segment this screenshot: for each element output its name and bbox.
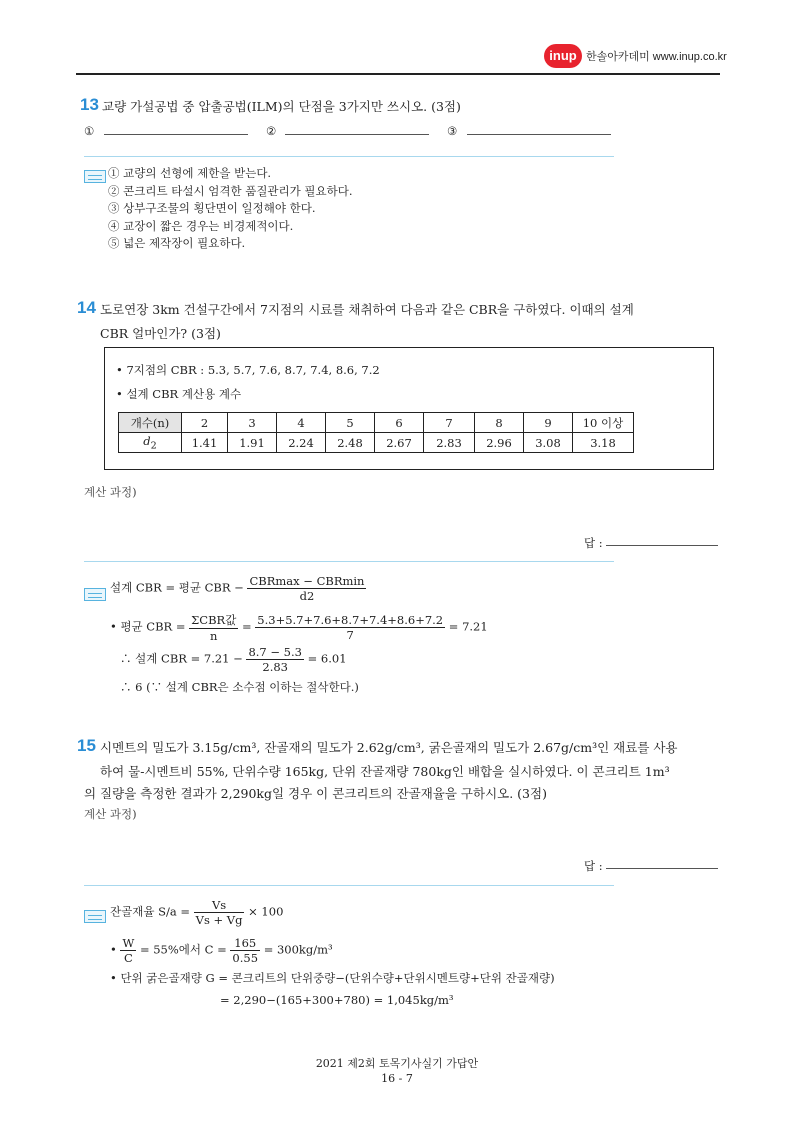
table-cell: 7 xyxy=(424,413,475,433)
q13-answer-3: ③ 상부구조물의 횡단면이 일정해야 한다. xyxy=(108,201,316,215)
q13-blank-3[interactable] xyxy=(467,133,611,135)
footer-title: 2021 제2회 토목기사실기 가답안 xyxy=(315,1057,479,1070)
table-cell: 1.41 xyxy=(182,433,228,453)
q14-sol-line1: 설계 CBR = 평균 CBR − $\frac{\text{CBRmax − CBRmin}}{d2}$ xyxy=(110,574,365,603)
q13-answer-1: ① 교량의 선형에 제한을 받는다. xyxy=(108,166,272,180)
table-cell: 3.08 xyxy=(524,433,573,453)
table-cell: 8 xyxy=(475,413,524,433)
brand-logo: inup xyxy=(544,44,582,68)
q15-answer-field[interactable] xyxy=(606,867,718,869)
q15-text-line2: 하여 물-시멘트비 55%, 단위수량 165kg, 단위 잔골재량 780kg인 배합을 실시하였다. 이 콘크리트 1m³ xyxy=(100,764,670,779)
q13-blank-1-label: ① xyxy=(84,124,95,138)
table-row xyxy=(119,413,634,433)
answer-tag-icon xyxy=(84,588,106,601)
q13-number: 13 xyxy=(80,95,99,114)
q14-text-line2: CBR 얼마인가? (3점) xyxy=(100,326,221,341)
q14-sol-line4: ∴ 6 (∵ 설계 CBR은 소수점 이하는 절삭한다.) xyxy=(120,680,359,694)
brand-text: 한솔아카데미 www.inup.co.kr xyxy=(586,51,727,63)
q14-calc-label: 계산 과정) xyxy=(84,485,137,499)
page-number: 16 - 7 xyxy=(381,1072,413,1085)
table-cell: 2.48 xyxy=(326,433,375,453)
q13-blank-2[interactable] xyxy=(285,133,429,135)
q13-separator xyxy=(84,156,614,157)
table-cell: 10 이상 xyxy=(573,413,634,433)
q14-sol-line2: • 평균 CBR = $\frac{\text{ΣCBR값}}{n}$ = $\frac{5.3+5.7+7.6+8.7+7.4+8.6+7.2}{7}$ = 7.21 xyxy=(110,613,488,643)
q14-cbr-table xyxy=(118,412,634,453)
table-row xyxy=(119,433,634,453)
q13-answer-5: ⑤ 넓은 제작장이 필요하다. xyxy=(108,236,246,250)
table-cell: 5 xyxy=(326,413,375,433)
table-cell: 6 xyxy=(375,413,424,433)
q13-blank-3-label: ③ xyxy=(447,124,458,138)
q14-box-line1: • 7지점의 CBR : 5.3, 5.7, 7.6, 8.7, 7.4, 8.6, 7.2 xyxy=(116,363,380,377)
q15-sol-line4: = 2,290−(165+300+780) = 1,045kg/m³ xyxy=(220,993,454,1007)
table-header-cell: $d_2$ xyxy=(119,433,182,453)
q15-sol-line1: 잔골재율 S/a = $\frac{Vs}{Vs + Vg}$ × 100 xyxy=(110,898,284,927)
table-cell: 3 xyxy=(228,413,277,433)
q15-answer-label: 답 : xyxy=(584,859,603,873)
q14-text-line1: 도로연장 3km 건설구간에서 7지점의 시료를 채취하여 다음과 같은 CBR을 구하였다. 이때의 설계 xyxy=(100,302,634,317)
answer-tag-icon xyxy=(84,170,106,183)
table-cell: 2.67 xyxy=(375,433,424,453)
q14-answer-label: 답 : xyxy=(584,536,603,550)
q15-number: 15 xyxy=(77,736,96,755)
q15-calc-label: 계산 과정) xyxy=(84,807,137,821)
table-cell: 2.24 xyxy=(277,433,326,453)
q13-blank-2-label: ② xyxy=(266,124,277,138)
table-cell: 9 xyxy=(524,413,573,433)
q15-separator xyxy=(84,885,614,886)
q13-answers xyxy=(108,165,353,253)
q14-sol-line3: ∴ 설계 CBR = 7.21 − $\frac{8.7 - 5.3}{2.83}$ = 6.01 xyxy=(120,645,347,674)
q14-answer-field[interactable] xyxy=(606,544,718,546)
table-header-cell: 개수(n) xyxy=(119,413,182,433)
q13-text: 교량 가설공법 중 압출공법(ILM)의 단점을 3가지만 쓰시오. (3점) xyxy=(102,99,461,114)
q13-answer-4: ④ 교장이 짧은 경우는 비경제적이다. xyxy=(108,218,294,233)
header-rule xyxy=(76,73,720,75)
q15-sol-line2: • $\frac{W}{C}$ = 55%에서 C = $\frac{165}{0.55}$ = 300kg/m³ xyxy=(110,936,333,965)
table-cell: 4 xyxy=(277,413,326,433)
table-cell: 2 xyxy=(182,413,228,433)
q14-separator xyxy=(84,561,614,562)
table-cell: 1.91 xyxy=(228,433,277,453)
answer-tag-icon xyxy=(84,910,106,923)
q13-answer-2: ② 콘크리트 타설시 엄격한 품질관리가 필요하다. xyxy=(108,183,353,198)
q15-text-line1: 시멘트의 밀도가 3.15g/cm³, 잔골재의 밀도가 2.62g/cm³, 굵은골재의 밀도가 2.67g/cm³인 재료를 사용 xyxy=(100,740,678,755)
table-cell: 3.18 xyxy=(573,433,634,453)
q14-number: 14 xyxy=(77,298,96,317)
q13-blank-1[interactable] xyxy=(104,133,248,135)
q14-box-line2: • 설계 CBR 계산용 계수 xyxy=(116,387,242,401)
table-cell: 2.83 xyxy=(424,433,475,453)
q15-text-line3: 의 질량을 측정한 결과가 2,290kg일 경우 이 콘크리트의 잔골재율을 구하시오. (3점) xyxy=(84,786,547,801)
table-cell: 2.96 xyxy=(475,433,524,453)
q15-sol-line3: • 단위 굵은골재량 G = 콘크리트의 단위중량−(단위수량+단위시멘트량+단위 잔골재량) xyxy=(110,971,555,985)
